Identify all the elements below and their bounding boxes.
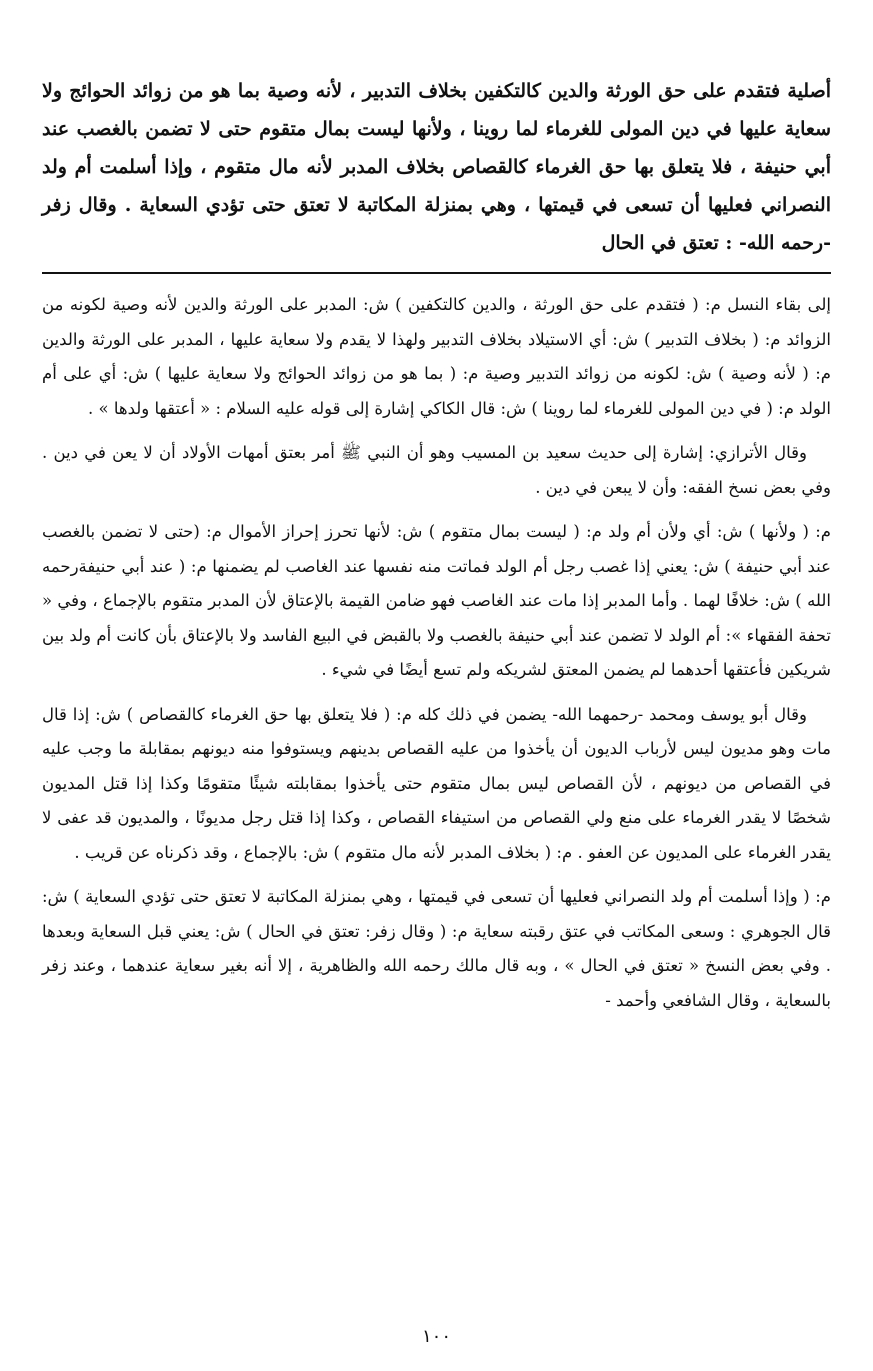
matn-text-block (42, 72, 831, 262)
sharh-paragraph-3: م: ( ولأنها ) ش: أي ولأن أم ولد م: ( ليست بمال متقوم ) ش: لأنها تحرز إحراز الأموال م: (حتى لا تضمن بالغصب عند أبي حنيفة ) ش: يعني إذا غصب رجل أم الولد فماتت منه نفسها عند الغاصب لم يضمنها م: ( عند أبي حنيفةرحمه الله ) ش: خلافًا لهما . وأما المدبر إذا مات عند الغاصب فهو ضامن القيمة بالإعتاق لأن المدبر متقوم بالإجماع ، وفي « تحفة الفقهاء »: أم الولد لا تضمن عند أبي حنيفة بالغصب ولا بالقبض في البيع الفاسد ولا بالإعتاق بأن كانت أم ولد بين شريكين فأعتقها أحدهما لم يضمن المعتق لشريكه ولم تسع أيضًا في شيء . (42, 522, 831, 679)
sharh-paragraph-5: م: ( وإذا أسلمت أم ولد النصراني فعليها أن تسعى في قيمتها ، وهي بمنزلة المكاتبة لا تعتق حتى تؤدي السعاية ) ش: قال الجوهري : وسعى المكاتب في عتق رقبته سعاية م: ( وقال زفر: تعتق في الحال ) ش: يعني قبل السعاية وبعدها . وفي بعض النسخ « تعتق في الحال » ، وبه قال مالك رحمه الله والظاهرية ، إلا أنه بغير سعاية عندهما ، وعند زفر بالسعاية ، وقال الشافعي وأحمد - (42, 887, 831, 1010)
page-body (42, 72, 831, 1028)
sharh-commentary-block (42, 288, 831, 1018)
page-number: ١٠٠ (421, 1326, 451, 1347)
separator-rule (42, 272, 831, 274)
sharh-paragraph-2: وقال الأترازي: إشارة إلى حديث سعيد بن المسيب وهو أن النبي ﷺ أمر بعتق أمهات الأولاد أن لا يعن في دين . وفي بعض نسخ الفقه: وأن لا يبعن في دين . (42, 443, 831, 497)
sharh-paragraph-4: وقال أبو يوسف ومحمد -رحمهما الله- يضمن في ذلك كله م: ( فلا يتعلق بها حق الغرماء كالقصاص ) ش: إذا قال مات وهو مديون ليس لأرباب الديون أن يأخذوا من عليه القصاص بدينهم ويستوفوا منه ديونهم بمقابلة ما وجب عليه في القصاص من ديونهم ، لأن القصاص ليس بمال متقوم حتى يأخذوا بمقابلته شيئًا متقومًا وكذا إذا قتل المديون شخصًا لا يقدر الغرماء على منع ولي القصاص من استيفاء القصاص ، وكذا إذا قتل رجل مديونًا ، والمديون قد عفى لا يقدر الغرماء على المديون عن العفو . م: ( بخلاف المدبر لأنه مال متقوم ) ش: بالإجماع ، وقد ذكرناه عن قريب . (42, 704, 831, 862)
matn-paragraph: أصلية فتقدم على حق الورثة والدين كالتكفين بخلاف التدبير ، لأنه وصية بما هو من زوائد الحوائج ولا سعاية عليها في دين المولى للغرماء لما روينا ، ولأنها ليست بمال متقوم حتى لا تضمن بالغصب عند أبي حنيفة ، فلا يتعلق بها حق الغرماء كالقصاص بخلاف المدبر لأنه مال متقوم ، وإذا أسلمت أم ولد النصراني فعليها أن تسعى في قيمتها ، وهي بمنزلة المكاتبة لا تعتق حتى تؤدي السعاية . وقال زفر -رحمه الله- : تعتق في الحال (42, 80, 831, 254)
sharh-paragraph-1: إلى بقاء النسل م: ( فتقدم على حق الورثة ، والدين كالتكفين ) ش: المدبر على الورثة والدين لأنه وصية لكونه من الزوائد م: ( بخلاف التدبير ) ش: أي الاستيلاد بخلاف التدبير ولهذا لا يقدم ولا سعاية عليها ، المدبر على الورثة والدين م: ( لأنه وصية ) ش: لكونه من زوائد التدبير وصية م: ( بما هو من زوائد الحوائج ولا سعاية عليها ) ش: أي على أم الولد م: ( في دين المولى للغرماء لما روينا ) ش: قال الكاكي إشارة إلى قوله عليه السلام : « أعتقها ولدها » . (42, 295, 831, 418)
